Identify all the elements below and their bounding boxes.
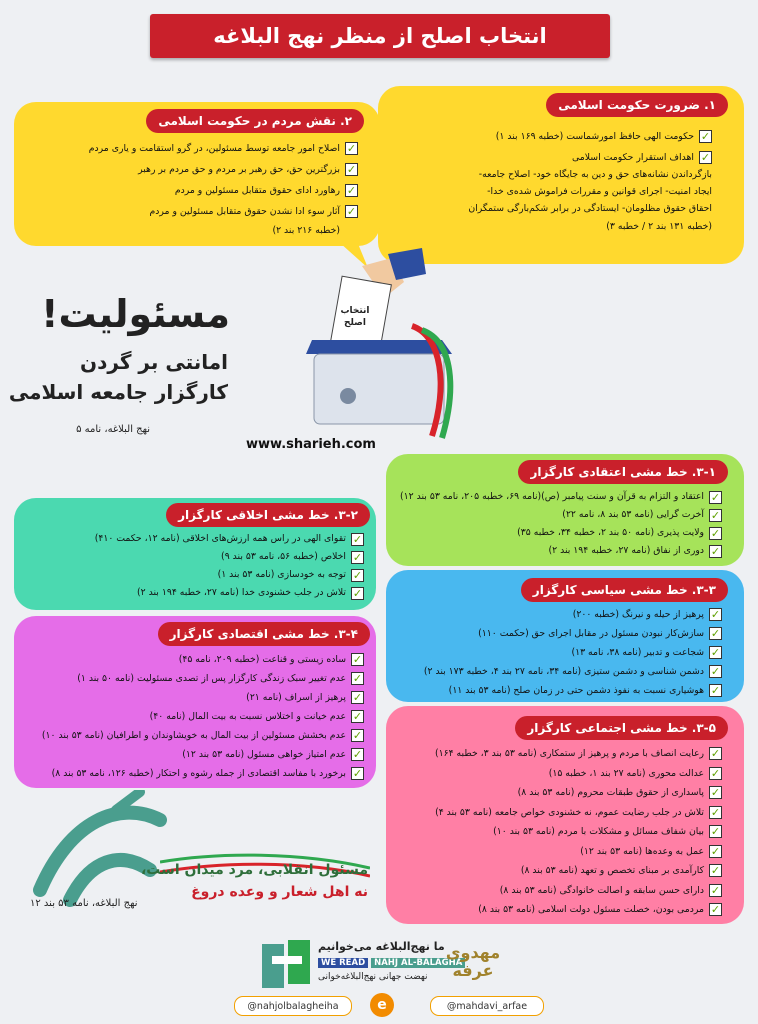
list-item: ✓ بیان شفاف مسائل و مشکلات با مردم (نامه ۵۳ بند ۱۰) bbox=[493, 825, 721, 839]
checkmark-icon: ✓ bbox=[352, 729, 363, 742]
text-line: (خطبه ۲۱۶ بند ۲) bbox=[272, 225, 340, 236]
checkmark-icon: ✓ bbox=[352, 532, 363, 546]
list-item: ✓ اهداف استقرار حکومت اسلامی bbox=[572, 151, 711, 164]
checkmark-icon: ✓ bbox=[352, 586, 363, 600]
list-item: ✓ اعتقاد و التزام به قرآن و سنت پیامبر (ص)(نامه ۶۹، خطبه ۲۰۵، نامه ۵۳ بند ۱۲) bbox=[400, 490, 721, 504]
list-item: ✓ توجه به خودسازی (نامه ۵۳ بند ۱) bbox=[217, 568, 363, 582]
list-item: ✓ هوشیاری نسبت به نفوذ دشمن حتی در زمان صلح (نامه ۵۳ بند ۱۱) bbox=[448, 684, 721, 697]
text-line: (خطبه ۱۳۱ بند ۲ / خطبه ۳) bbox=[606, 220, 712, 232]
list-item: ✓ عدم تغییر سبک زندگی کارگزار پس از تصدی مسئولیت (نامه ۵۰ بند ۱) bbox=[77, 672, 363, 685]
list-item: ✓ عدم خیانت و اختلاس نسبت به بیت المال (نامه ۴۰) bbox=[149, 710, 363, 723]
list-item: ✓ دارای حسن سابقه و اصالت خانوادگی (نامه ۵۳ بند ۸) bbox=[499, 883, 721, 897]
checkmark-icon: ✓ bbox=[346, 163, 357, 176]
text-line: بازگرداندن نشانه‌های حق و دین به جایگاه خود- اصلاح جامعه- bbox=[478, 169, 712, 180]
list-item: ✓ آثار سوء ادا نشدن حقوق متقابل مسئولین و مردم bbox=[149, 205, 357, 218]
checkmark-icon: ✓ bbox=[710, 684, 721, 697]
text-line: ایجاد امنیت- اجرای قوانین و مقررات فراموش شده‌ی خدا- bbox=[487, 186, 712, 198]
brand-fa: ما نهج‌البلاغه می‌خوانیم bbox=[318, 940, 445, 953]
list-item: ✓ کارآمدی بر مبنای تخصص و تعهد (نامه ۵۳ بند ۸) bbox=[520, 864, 721, 878]
checkmark-icon: ✓ bbox=[710, 786, 721, 800]
brand-en-part-2: NAHJ AL-BALAGHA bbox=[371, 958, 465, 968]
checkmark-icon: ✓ bbox=[710, 883, 721, 897]
list-item: ✓ اصلاح امور جامعه توسط مسئولین، در گرو استقامت و یاری مردم bbox=[88, 142, 357, 155]
checkmark-icon: ✓ bbox=[710, 864, 721, 878]
slogan-trust: امانتی بر گردن bbox=[80, 350, 228, 374]
checkmark-icon: ✓ bbox=[352, 550, 363, 564]
list-item: ✓ اخلاص (خطبه ۵۶، نامه ۵۳ بند ۹) bbox=[221, 550, 363, 564]
quote-source: نهج البلاغه، نامه ۵۳ بند ۱۲ bbox=[30, 898, 138, 909]
section-text bbox=[382, 166, 712, 235]
list-item: ✓ دوری از نفاق (نامه ۲۷، خطبه ۱۹۴ بند ۲) bbox=[548, 544, 721, 558]
section-heading: ۱. ضرورت حکومت اسلامی bbox=[546, 93, 728, 117]
section-items bbox=[382, 605, 722, 700]
section-items bbox=[24, 530, 364, 602]
text-line: احقاق حقوق مظلومان- ایستادگی در برابر شکم‌بارگی ستمگران bbox=[468, 203, 712, 215]
list-item: ✓ عدم بخشش مسئولین از بیت المال به خویشاوندان و اطرافیان (نامه ۵۳ بند ۱۰) bbox=[41, 729, 363, 742]
list-item: ✓ سازش‌کار نبودن مسئول در مقابل اجرای حق (حکمت ۱۱۰) bbox=[478, 627, 721, 640]
list-item: ✓ حکومت الهی حافظ امورشماست (خطبه ۱۶۹ بند ۱) bbox=[495, 130, 711, 143]
section-items bbox=[382, 744, 722, 920]
ballot-label: انتخاب اصلح bbox=[340, 306, 370, 328]
list-item: ✓ عدم امتیاز خواهی مسئول (نامه ۵۳ بند ۱۲) bbox=[182, 748, 363, 761]
list-item: ✓ عدالت محوری (نامه ۲۷ بند ۱، خطبه ۱۵) bbox=[548, 766, 721, 780]
list-item: ✓ پرهیز از اسراف (نامه ۲۱) bbox=[246, 691, 363, 704]
section-heading: ۳-۵. خط مشی اجتماعی کارگزار bbox=[515, 716, 728, 740]
list-item: ✓ مردمی بودن، خصلت مسئول دولت اسلامی (نامه ۵۳ بند ۸) bbox=[478, 903, 721, 917]
checkmark-icon: ✓ bbox=[710, 844, 721, 858]
handle-right[interactable]: @mahdavi_arfae bbox=[430, 996, 544, 1016]
checkmark-icon: ✓ bbox=[352, 748, 363, 761]
brand-subtitle: نهضت جهانی نهج‌البلاغه‌خوانی bbox=[318, 972, 428, 982]
page-title: انتخاب اصلح از منظر نهج البلاغه bbox=[150, 14, 610, 58]
checkmark-icon: ✓ bbox=[700, 130, 711, 143]
ballot-box-illustration bbox=[292, 246, 472, 446]
checkmark-icon: ✓ bbox=[352, 710, 363, 723]
checkmark-icon: ✓ bbox=[710, 508, 721, 522]
checkmark-icon: ✓ bbox=[346, 205, 357, 218]
checkmark-icon: ✓ bbox=[710, 825, 721, 839]
list-item: ✓ تقوای الهی در راس همه ارزش‌های اخلاقی (نامه ۱۲، حکمت ۴۱۰) bbox=[94, 532, 363, 546]
checkmark-icon: ✓ bbox=[700, 151, 711, 164]
eitaa-icon[interactable]: e bbox=[370, 993, 394, 1017]
list-item: ✓ پاسداری از حقوق طبقات محروم (نامه ۵۳ بند ۸) bbox=[517, 786, 721, 800]
list-item: ✓ آخرت گرایی (نامه ۵۳ بند ۸، نامه ۲۲) bbox=[562, 508, 721, 522]
list-item: ✓ بزرگترین حق، حق رهبر بر مردم و حق مردم بر رهبر bbox=[138, 163, 357, 176]
list-item: ✓ دشمن شناسی و دشمن ستیزی (نامه ۳۴، نامه ۲۷ بند ۴، خطبه ۱۷۳ بند ۲) bbox=[423, 665, 721, 678]
section-heading: ۲. نقش مردم در حکومت اسلامی bbox=[146, 109, 364, 133]
brand-en-part-1: WE READ bbox=[318, 958, 368, 968]
list-item: ✓ ساده زیستی و قناعت (خطبه ۲۰۹، نامه ۴۵) bbox=[178, 653, 363, 666]
checkmark-icon: ✓ bbox=[352, 767, 363, 780]
checkmark-icon: ✓ bbox=[710, 490, 721, 504]
checkmark-icon: ✓ bbox=[710, 526, 721, 540]
checkmark-icon: ✓ bbox=[346, 184, 357, 197]
we-read-logo-icon bbox=[258, 936, 318, 992]
quote-line-2: نه اهل شعار و وعده دروغ bbox=[191, 884, 368, 900]
checkmark-icon: ✓ bbox=[710, 903, 721, 917]
slogan-source: نهج البلاغه، نامه ۵ bbox=[76, 424, 150, 435]
section-items bbox=[382, 488, 722, 560]
section-items bbox=[24, 650, 364, 783]
slogan-responsibility: مسئولیت! bbox=[41, 292, 230, 336]
checkmark-icon: ✓ bbox=[352, 691, 363, 704]
list-item: ✓ تلاش در جلب خشنودی خدا (نامه ۲۷، خطبه ۱۹۴ بند ۲) bbox=[137, 586, 363, 600]
nahj-logo-icon bbox=[30, 790, 170, 910]
checkmark-icon: ✓ bbox=[346, 142, 357, 155]
list-item: ✓ شجاعت و تدبیر (نامه ۳۸، نامه ۱۳) bbox=[571, 646, 721, 659]
section-items bbox=[28, 138, 358, 222]
list-item: ✓ رعایت انصاف با مردم و پرهیز از ستمکاری (نامه ۵۳ بند ۳، خطبه ۱۶۴) bbox=[434, 747, 721, 761]
checkmark-icon: ✓ bbox=[710, 608, 721, 621]
list-item: ✓ برخورد با مفاسد اقتصادی از جمله رشوه و احتکار (خطبه ۱۲۶، نامه ۵۳ بند ۸) bbox=[51, 767, 363, 780]
calligraphy-logo: مهدوی عرفه bbox=[445, 943, 501, 980]
section-heading: ۳-۳. خط مشی سیاسی کارگزار bbox=[521, 578, 728, 602]
list-item: ✓ رهاورد ادای حقوق متقابل مسئولین و مردم bbox=[174, 184, 357, 197]
checkmark-icon: ✓ bbox=[710, 646, 721, 659]
section-heading: ۳-۱. خط مشی اعتقادی کارگزار bbox=[518, 460, 728, 484]
checkmark-icon: ✓ bbox=[710, 665, 721, 678]
handle-left[interactable]: @nahjolbalagheiha bbox=[234, 996, 352, 1016]
checkmark-icon: ✓ bbox=[710, 544, 721, 558]
section-heading: ۳-۴. خط مشی اقتصادی کارگزار bbox=[158, 622, 370, 646]
quote-line-1: مسئول انقلابی، مرد میدان است، bbox=[140, 862, 368, 878]
list-item: ✓ عمل به وعده‌ها (نامه ۵۳ بند ۱۲) bbox=[580, 844, 721, 858]
checkmark-icon: ✓ bbox=[710, 766, 721, 780]
website-link[interactable]: www.sharieh.com bbox=[246, 437, 376, 452]
list-item: ✓ ولایت پذیری (نامه ۵۰ بند ۲، خطبه ۳۴، خطبه ۳۵) bbox=[517, 526, 721, 540]
checkmark-icon: ✓ bbox=[710, 747, 721, 761]
checkmark-icon: ✓ bbox=[710, 805, 721, 819]
checkmark-icon: ✓ bbox=[710, 627, 721, 640]
slogan-official: کارگزار جامعه اسلامی bbox=[8, 380, 228, 404]
list-item: ✓ پرهیز از حیله و نیرنگ (خطبه ۲۰۰) bbox=[572, 608, 721, 621]
checkmark-icon: ✓ bbox=[352, 653, 363, 666]
section-heading: ۳-۲. خط مشی اخلاقی کارگزار bbox=[166, 503, 370, 527]
checkmark-icon: ✓ bbox=[352, 568, 363, 582]
section-items bbox=[382, 126, 712, 168]
checkmark-icon: ✓ bbox=[352, 672, 363, 685]
list-item: ✓ تلاش در جلب رضایت عموم، نه خشنودی خواص جامعه (نامه ۵۳ بند ۴) bbox=[435, 805, 721, 819]
